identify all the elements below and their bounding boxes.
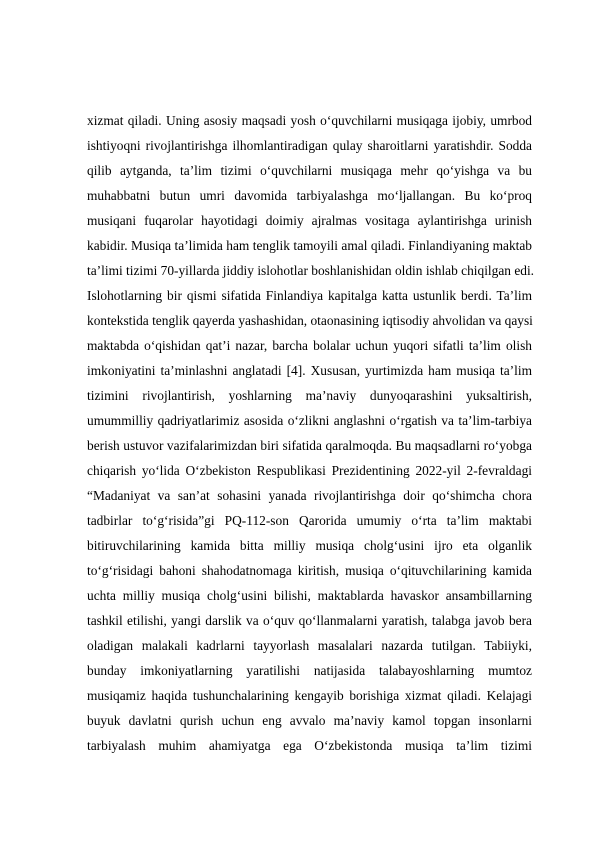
text-line: chiqarish yo‘lida O‘zbekiston Respublikasi Prezidentining 2022-yil 2-fevraldagi (87, 463, 532, 478)
text-line: xizmat qiladi. Uning asosiy maqsadi yosh o‘quvchilarni musiqaga ijobiy, umrbod (87, 113, 532, 128)
text-line: bitiruvchilarining kamida bitta milliy musiqa cholg‘usini ijro eta olganlik (87, 538, 532, 553)
text-line: uchta milliy musiqa cholg‘usini bilishi, maktablarda havaskor ansambillarning (87, 588, 532, 603)
text-line: kontekstida tenglik qayerda yashashidan, otaonasining iqtisodiy ahvolidan va qaysi (87, 313, 533, 328)
text-line: maktabda o‘qishidan qat’i nazar, barcha bolalar uchun yuqori sifatli ta’lim olish (87, 338, 532, 353)
text-line: kabidir. Musiqa ta’limida ham tenglik tamoyili amal qiladi. Finlandiyaning maktab (87, 238, 532, 253)
text-line: berish ustuvor vazifalarimizdan biri sifatida qaralmoqda. Bu maqsadlarni ro‘yobga (87, 438, 532, 453)
text-line: imkoniyatini ta’minlashni anglatadi [4]. Xususan, yurtimizda ham musiqa ta’lim (87, 363, 532, 378)
text-line: “Madaniyat va san’at sohasini yanada rivojlantirishga doir qo‘shimcha chora (87, 488, 532, 503)
text-line: oladigan malakali kadrlarni tayyorlash masalalari nazarda tutilgan. Tabiiyki, (87, 638, 532, 653)
text-line: muhabbatni butun umri davomida tarbiyalashga mo‘ljallangan. Bu ko‘proq (87, 188, 532, 203)
text-line: tarbiyalash muhim ahamiyatga ega O‘zbekistonda musiqa ta’lim tizimi (87, 738, 532, 753)
text-line: tashkil etilishi, yangi darslik va o‘quv qo‘llanmalarni yaratish, talabga javob bera (87, 613, 532, 628)
text-line: ishtiyoqni rivojlantirishga ilhomlantiradigan qulay sharoitlarni yaratishdir. Sodda (87, 138, 532, 153)
text-line: musiqani fuqarolar hayotidagi doimiy ajralmas vositaga aylantirishga urinish (87, 213, 532, 228)
body-text (87, 108, 535, 758)
text-line: qilib aytganda, ta’lim tizimi o‘quvchilarni musiqaga mehr qo‘yishga va bu (87, 163, 532, 178)
text-line: musiqamiz haqida tushunchalarining kengayib borishiga xizmat qiladi. Kelajagi (87, 688, 532, 703)
text-line: Islohotlarning bir qismi sifatida Finlandiya kapitalga katta ustunlik berdi. Ta’lim (87, 288, 532, 303)
text-line: umummilliy qadriyatlarimiz asosida o‘zlikni anglashni o‘rgatish va ta’lim-tarbiya (87, 413, 532, 428)
text-line: to‘g‘risidagi bahoni shahodatnomaga kiritish, musiqa o‘qituvchilarining kamida (87, 563, 532, 578)
text-line: tizimini rivojlantirish, yoshlarning ma’naviy dunyoqarashini yuksaltirish, (87, 388, 532, 403)
text-line: ta’limi tizimi 70-yillarda jiddiy islohotlar boshlanishidan oldin ishlab chiqilgan edi. (87, 263, 535, 278)
text-line: buyuk davlatni qurish uchun eng avvalo ma’naviy kamol topgan insonlarni (87, 713, 532, 728)
text-line: bunday imkoniyatlarning yaratilishi natijasida talabayoshlarning mumtoz (87, 663, 532, 678)
text-line: tadbirlar to‘g‘risida”gi PQ-112-son Qarorida umumiy o‘rta ta’lim maktabi (87, 513, 532, 528)
